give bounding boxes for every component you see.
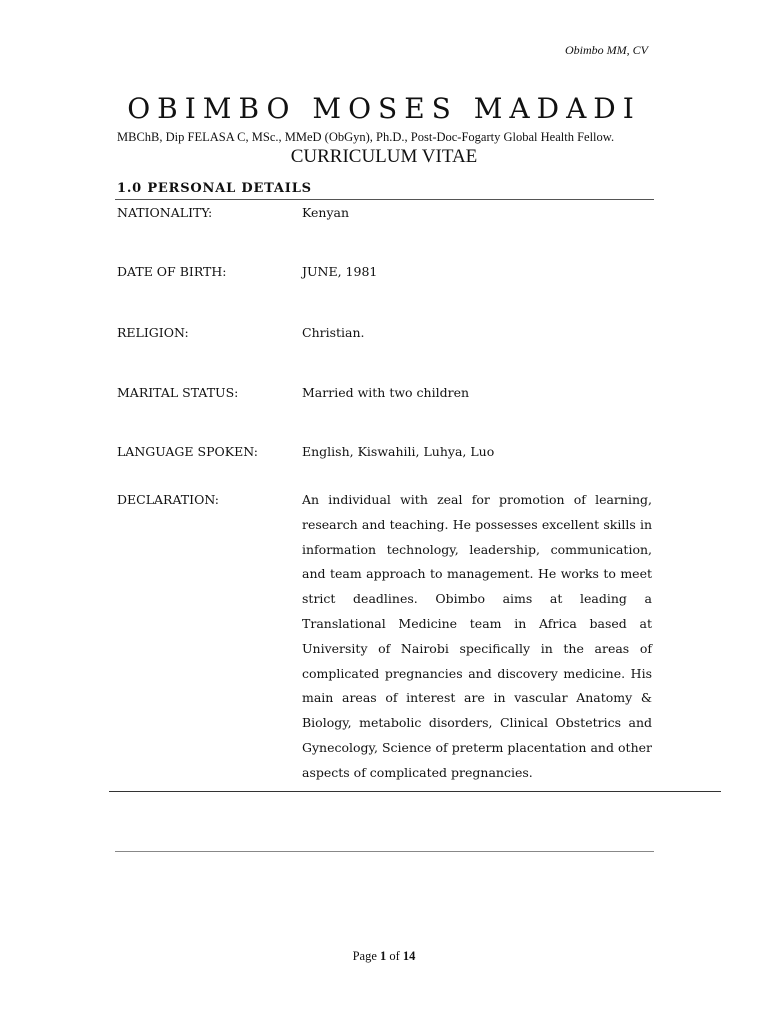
qualifications-line: MBChB, Dip FELASA C, MSc., MMeD (ObGyn), Ph.D., Post-Doc-Fogarty Global Health Fellow. bbox=[117, 130, 615, 144]
value-declaration: An individual with zeal for promotion of learning, research and teaching. He possesses excellent skills in information technology, leadership, communication, and team approach to management. He works to meet strict deadlines. Obimbo aims at leading a Translational Medicine team in Africa based at University of Nairobi specifically in the areas of complicated pregnancies and discovery medicine. His main areas of interest are in vascular Anatomy & Biology, metabolic disorders, Clinical Obstetrics and Gynecology, Science of preterm placentation and other aspects of complicated pregnancies. bbox=[302, 492, 652, 780]
label-religion: RELIGION: bbox=[117, 325, 189, 340]
person-name: OBIMBO MOSES MADADI bbox=[127, 92, 641, 125]
label-declaration: DECLARATION: bbox=[117, 492, 220, 507]
running-header: Obimbo MM, CV bbox=[565, 43, 648, 57]
page-footer bbox=[0, 949, 768, 964]
value-date-of-birth: JUNE, 1981 bbox=[302, 264, 378, 279]
page-current: 1 bbox=[380, 949, 387, 963]
value-marital-status: Married with two children bbox=[302, 385, 470, 400]
label-marital-status: MARITAL STATUS: bbox=[117, 385, 239, 400]
document-title: CURRICULUM VITAE bbox=[290, 146, 478, 167]
bottom-divider bbox=[109, 791, 721, 792]
value-language-spoken: English, Kiswahili, Luhya, Luo bbox=[302, 444, 495, 459]
section-divider bbox=[115, 199, 654, 200]
page-word: Page bbox=[352, 949, 377, 963]
label-date-of-birth: DATE OF BIRTH: bbox=[117, 264, 227, 279]
page-total: 14 bbox=[402, 949, 416, 963]
label-language-spoken: LANGUAGE SPOKEN: bbox=[117, 444, 258, 459]
of-word: of bbox=[389, 949, 400, 963]
value-religion: Christian. bbox=[302, 325, 365, 340]
label-nationality: NATIONALITY: bbox=[117, 205, 213, 220]
section-heading-personal-details: 1.0 PERSONAL DETAILS bbox=[117, 181, 312, 196]
value-nationality: Kenyan bbox=[302, 205, 350, 220]
footer-divider bbox=[115, 851, 654, 852]
